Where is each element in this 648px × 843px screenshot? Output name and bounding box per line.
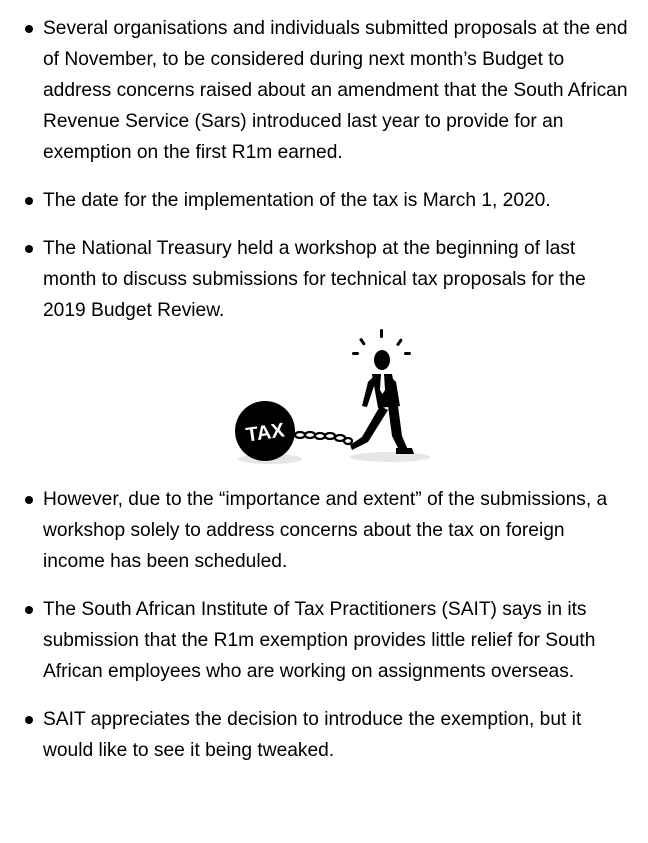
bullet-list-top: [22, 13, 628, 343]
tax-burden-illustration: [228, 324, 438, 470]
bullet-dot-icon: [25, 25, 33, 33]
bullet-dot-icon: [25, 245, 33, 253]
bullet-text: However, due to the “importance and extent” of the submissions, a workshop solely to address concerns about the tax on foreign income has been scheduled.: [43, 489, 608, 572]
bullet-dot-icon: [25, 606, 33, 614]
chain: [295, 432, 352, 444]
bullet-text: The South African Institute of Tax Practitioners (SAIT) says in its submission that the R1m exemption provides little relief for South African employees who are working on assignments overseas.: [43, 599, 596, 682]
bullet-text: Several organisations and individuals submitted proposals at the end of November, to be considered during next month’s Budget to address concerns raised about an amendment that the South African Revenue Service (Sars) introduced last year to provide for an exemption on the first R1m earned.: [43, 18, 628, 163]
tax-ball-label: TAX: [244, 419, 286, 447]
bullet-text: The date for the implementation of the tax is March 1, 2020.: [43, 190, 551, 211]
list-item: [22, 233, 628, 326]
tax-ball-and-chain-icon: [228, 324, 438, 470]
struggling-figure: [350, 350, 414, 454]
bullet-dot-icon: [25, 197, 33, 205]
figure-shadow: [350, 452, 430, 462]
list-item: [22, 704, 628, 766]
bullet-dot-icon: [25, 496, 33, 504]
list-item: [22, 185, 628, 216]
list-item: [22, 594, 628, 687]
bullet-text: SAIT appreciates the decision to introduce the exemption, but it would like to see it being tweaked.: [43, 709, 582, 761]
list-item: [22, 13, 628, 168]
bullet-dot-icon: [25, 716, 33, 724]
list-item: [22, 484, 628, 577]
bullet-text: The National Treasury held a workshop at the beginning of last month to discuss submissions for technical tax proposals for the 2019 Budget Review.: [43, 238, 586, 321]
bullet-list-bottom: [22, 484, 628, 783]
